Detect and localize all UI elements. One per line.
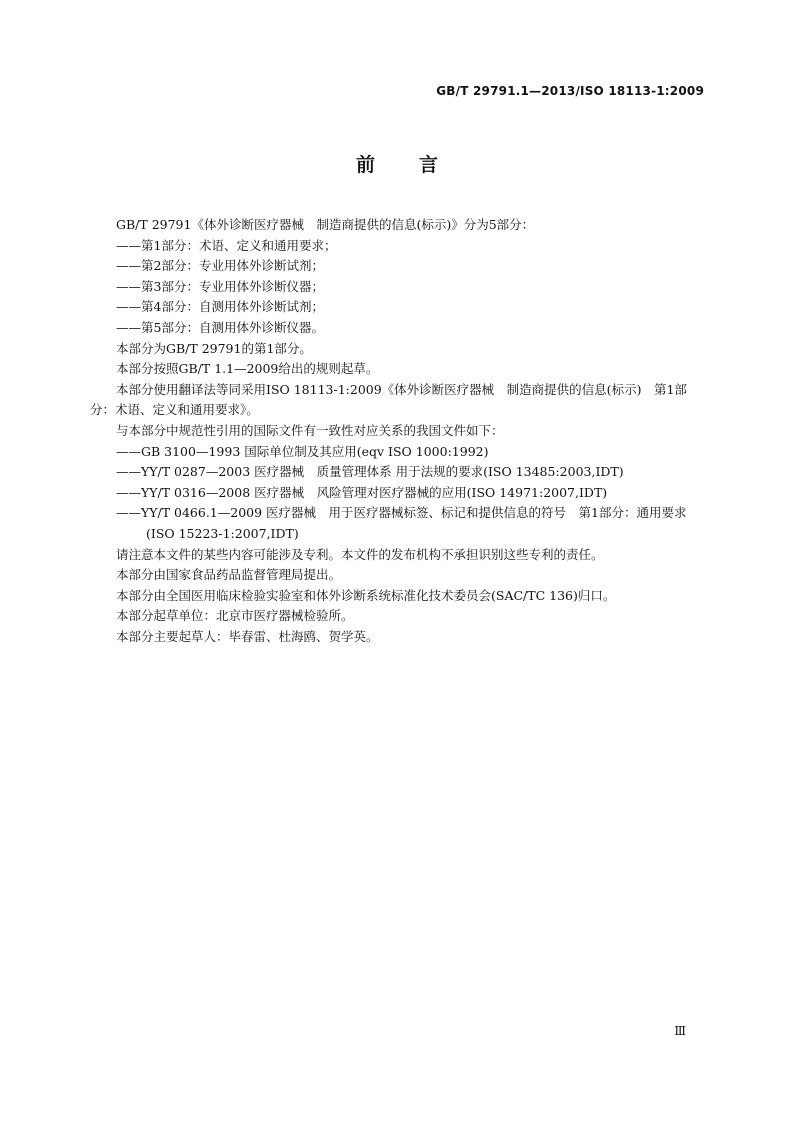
paragraph-drafters: 本部分主要起草人：毕春雷、杜海鸥、贺学英。 [116,628,379,644]
list-item-reference-yy0466: ——YY/T 0466.1—2009 医疗器械 用于医疗器械标签、标记和提供信息的符号 第1部分：通用要求(ISO 15223-1:2007,IDT) [116,505,687,541]
list-item-reference-yy0316: ——YY/T 0316—2008 医疗器械 风险管理对医疗器械的应用(ISO 14971:2007,IDT) [116,484,608,500]
paragraph-drafting-rules: 本部分按照GB/T 1.1—2009给出的规则起草。 [116,361,379,377]
page-number: Ⅲ [674,1024,686,1038]
list-item-part-4: ——第4部分：自测用体外诊断试剂； [116,299,324,315]
list-item-part-5: ——第5部分：自测用体外诊断仪器。 [116,319,324,335]
list-item-reference-yy0287: ——YY/T 0287—2003 医疗器械 质量管理体系 用于法规的要求(ISO 13485:2003,IDT) [116,464,624,480]
list-item-part-1: ——第1部分：术语、定义和通用要求； [116,237,337,253]
paragraph-proposed-by: 本部分由国家食品药品监督管理局提出。 [116,567,342,583]
page-title: 前言 [355,154,482,176]
paragraph-administered-by: 本部分由全国医用临床检验实验室和体外诊断系统标准化技术委员会(SAC/TC 136)归口。 [116,587,616,603]
paragraph-patent-notice: 请注意本文件的某些内容可能涉及专利。本文件的发布机构不承担识别这些专利的责任。 [116,546,604,562]
list-item-part-3: ——第3部分：专业用体外诊断仪器； [116,278,324,294]
foreword-body [90,215,710,647]
standard-number-header: GB/T 29791.1—2013/ISO 18113-1:2009 [436,84,704,98]
list-item-part-2: ——第2部分：专业用体外诊断试剂； [116,258,324,274]
paragraph-drafting-organization: 本部分起草单位：北京市医疗器械检验所。 [116,608,354,624]
paragraph-references-intro: 与本部分中规范性引用的国际文件有一致性对应关系的我国文件如下： [116,422,504,438]
paragraph-adoption: 本部分使用翻译法等同采用ISO 18113-1:2009《体外诊断医疗器械 制造商提供的信息(标示) 第1部分：术语、定义和通用要求》。 [90,381,687,418]
list-item-reference-gb3100: ——GB 3100—1993 国际单位制及其应用(eqv ISO 1000:1992) [116,443,489,459]
paragraph-series-intro: GB/T 29791《体外诊断医疗器械 制造商提供的信息(标示)》分为5部分： [116,217,535,232]
paragraph-part-statement: 本部分为GB/T 29791的第1部分。 [116,340,312,356]
